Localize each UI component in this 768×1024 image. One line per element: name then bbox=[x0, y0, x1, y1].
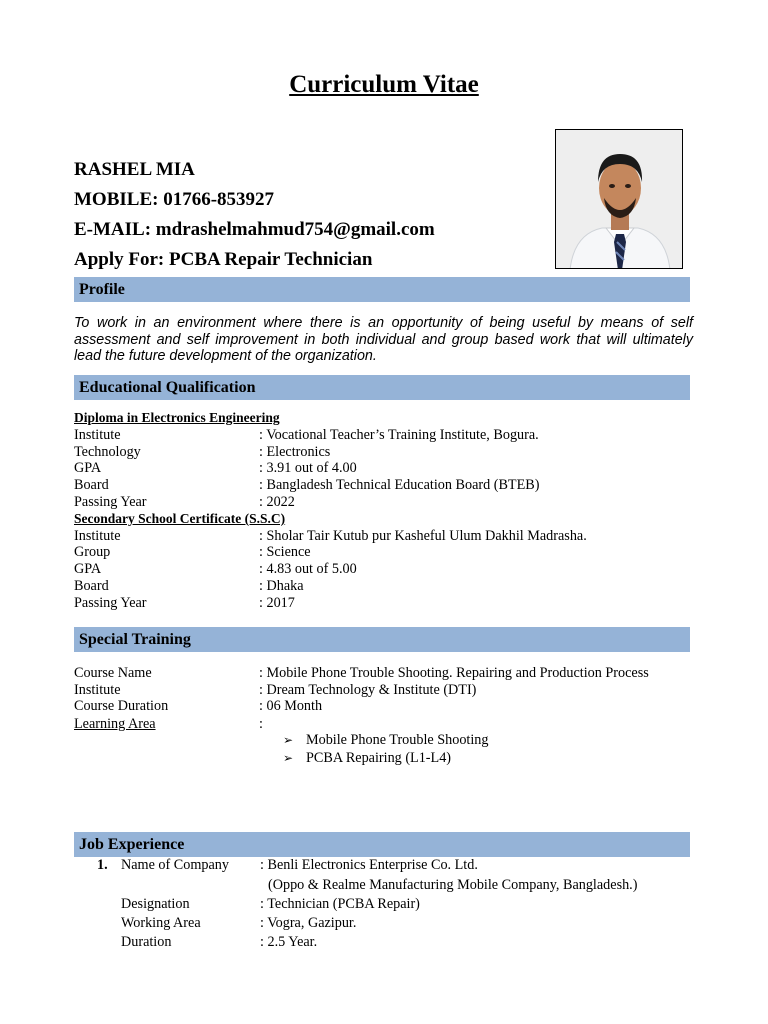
row-label: Passing Year bbox=[74, 595, 147, 611]
apply-for-line: Apply For: PCBA Repair Technician bbox=[74, 249, 373, 270]
learning-area-label: Learning Area bbox=[74, 716, 156, 732]
row-value: : Bangladesh Technical Education Board (BTEB) bbox=[259, 477, 540, 493]
job-detail-label: Working Area bbox=[121, 915, 201, 931]
document-title: Curriculum Vitae bbox=[289, 71, 479, 98]
company-value: : Benli Electronics Enterprise Co. Ltd. bbox=[260, 857, 478, 873]
row-value: : Vocational Teacher’s Training Institute, Bogura. bbox=[259, 427, 539, 443]
profile-statement: To work in an environment where there is an opportunity of being useful by means of self assessment and self improvement in both individual and group based work that will ultimately lead the future development of the organization. bbox=[74, 315, 693, 365]
row-value: : Sholar Tair Kutub pur Kasheful Ulum Dakhil Madrasha. bbox=[259, 528, 587, 544]
row-value: : Dhaka bbox=[259, 578, 304, 594]
mobile-line: MOBILE: 01766-853927 bbox=[74, 189, 275, 210]
section-header-experience: Job Experience bbox=[74, 832, 690, 857]
learning-item-text: PCBA Repairing (L1-L4) bbox=[306, 750, 452, 766]
candidate-name: RASHEL MIA bbox=[74, 159, 195, 180]
row-label: Course Name bbox=[74, 665, 152, 681]
arrow-bullet-icon: ➢ bbox=[283, 733, 294, 747]
learning-item bbox=[283, 731, 583, 749]
person-photo-icon bbox=[556, 130, 683, 269]
row-label: Institute bbox=[74, 427, 121, 443]
section-header-profile: Profile bbox=[74, 277, 690, 302]
row-value: : Science bbox=[259, 544, 311, 560]
row-label: Institute bbox=[74, 682, 121, 698]
job-detail-value: : Vogra, Gazipur. bbox=[260, 915, 357, 931]
job-detail-label: Designation bbox=[121, 896, 190, 912]
row-label: Passing Year bbox=[74, 494, 147, 510]
row-label: Board bbox=[74, 578, 109, 594]
company-note: (Oppo & Realme Manufacturing Mobile Company, Bangladesh.) bbox=[268, 877, 638, 893]
row-value: : 2022 bbox=[259, 494, 295, 510]
profile-photo bbox=[555, 129, 683, 269]
job-detail-value: : 2.5 Year. bbox=[260, 934, 318, 950]
learning-item bbox=[283, 749, 583, 767]
row-label: Institute bbox=[74, 528, 121, 544]
row-value: : 2017 bbox=[259, 595, 295, 611]
row-value: : 06 Month bbox=[259, 698, 323, 714]
diploma-heading: Diploma in Electronics Engineering bbox=[74, 410, 280, 425]
section-header-training: Special Training bbox=[74, 627, 690, 652]
row-label: GPA bbox=[74, 561, 102, 577]
job-detail-value: : Technician (PCBA Repair) bbox=[260, 896, 420, 912]
row-value: : Dream Technology & Institute (DTI) bbox=[259, 682, 477, 698]
section-header-education: Educational Qualification bbox=[74, 375, 690, 400]
row-label: GPA bbox=[74, 460, 102, 476]
email-line: E-MAIL: mdrashelmahmud754@gmail.com bbox=[74, 219, 435, 240]
job-number: 1. bbox=[97, 857, 108, 873]
row-label: Group bbox=[74, 544, 111, 560]
row-value: : 4.83 out of 5.00 bbox=[259, 561, 357, 577]
row-value: : Mobile Phone Trouble Shooting. Repairing and Production Process bbox=[259, 665, 649, 681]
row-label: Technology bbox=[74, 444, 141, 460]
learning-area-colon: : bbox=[259, 716, 263, 732]
row-label: Course Duration bbox=[74, 698, 169, 714]
job-detail-label: Duration bbox=[121, 934, 172, 950]
row-label: Board bbox=[74, 477, 109, 493]
row-value: : 3.91 out of 4.00 bbox=[259, 460, 357, 476]
learning-item-text: Mobile Phone Trouble Shooting bbox=[306, 732, 489, 748]
company-label: Name of Company bbox=[121, 857, 229, 873]
arrow-bullet-icon: ➢ bbox=[283, 751, 294, 765]
ssc-heading: Secondary School Certificate (S.S.C) bbox=[74, 511, 286, 526]
row-value: : Electronics bbox=[259, 444, 331, 460]
